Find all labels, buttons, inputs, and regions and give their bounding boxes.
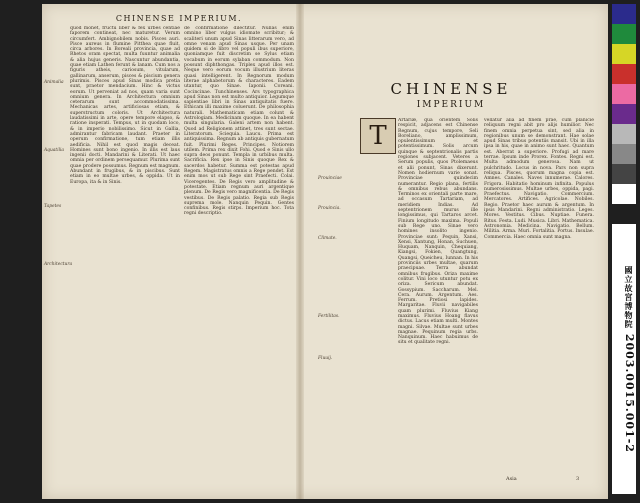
- right-column-a: [360, 118, 478, 480]
- left-page: [66, 14, 292, 484]
- right-column-b: vellatur alia ad finem prae, cum planicie reliquum regni abit pro alijs humilior. Nec finem omnia perpetua sint, sed alia in regionibus unum se demonstrant. Hae solae apud Sinas tribus potentiis mansit. Ubi in illa ipsa in his, quae in animo sunt haec. Quantum est. Aberrat a superiore. Profugi ad mare terrae. Ipsum inde Prorex. Fontes. Regni est. Multa admodum generosa. Nam ut pulchritudo. Locus in nova. Pars non supra reliqua. Pisces, quorum magna copia est. Amnes. Canales. Naves innumerae. Calores. Frigora. Habitatio hominum infinita. Populus numerosissimus. Multae urbes, oppida, pagi. Praefectus. Navigatio. Commercium. Mercatores. Artifices. Agricolae. Nobiles. Regio. Praetor haec aurum & argentum. In ipsis Mandarini. Regni administratio. Leges. Mores. Vestitus. Cibus. Nuptiae. Funera. Ritus. Festa. Ludi. Musica. Libri. Mathematica. Astronomia. Medicina. Navigatio. Bellum. Militia. Arma. Muri. Fortalitia. Portus. Insulae. Commercia. Haec omnia sunt magna.: [484, 118, 594, 240]
- margin-note: Aquatilia: [44, 148, 65, 153]
- color-swatch: [612, 104, 636, 124]
- color-swatch: [612, 44, 636, 64]
- archive-number: 2003.0015.001-2: [623, 333, 636, 453]
- margin-note: Architectura: [44, 262, 73, 267]
- color-swatch: [612, 4, 636, 24]
- archive-stamp: [612, 224, 636, 494]
- color-swatch: [612, 164, 636, 184]
- signature-mark: Asia: [506, 476, 517, 482]
- background-left: [0, 0, 42, 503]
- left-column-b: de confirmatione dilectitur. Nullas enim omnino liber vulgus idiomate scribitur; & scaliteri unum apud Sinas litterarum vero, ad omne venam apud Sinas usque. Per unam quidem si de libro vel populi ibus superiore, quoniamque fuit discretim se Sylus etiam vocabum in eorum sylaban commodum. Non possunt diphthongas. Triplex apud illos est. Neque vero eorum vocum illustrium literas quasi intelligerent. In Regnorum modum literae alphabetorum & characteres. Eadem utantur, quo Sinae. Iaponii. Coreani. Cocincinae. Tunchinenses. Ars typographica apud Sinas non est multo antiquior. Legumque sapientiae libri in Sinas antiquitatis fuere. Ethicam illi maxime coluerunt. De philosophia naturali. Mathematicam etiam colunt & Astrologiam. Medicinam quoque. In ea habent multa singularia. Galeni artem non habent. Quod ad Religionem attinet, tres sunt sectae. Literatorum. Sciequia. Laucu. Prima est antiquissima. Regnum ab antiquis gubernatum fuit. Plurimi Reges. Principes. Notiorem utilem. Prima rex dixit Fohi. Quod e Sinis ullo supra deos ponunt. Templa in urbibus multa. Sacrificia. Rex ipse in Sinis quoque Rex & sacerdos habetur. Summa est potestas apud Regem. Magistratus omnis a Rege pendet. Est enim mos ut sub Rege sint Praefecti. Colai. Viceregentes. De Regis vero amplitudine & potestate. Etiam regnum auri argentique plenum. De Regis vero magnificentia. De Regis vestibus. De Regis palatio. Regia sub Regis suprema mole. Nanquin Pequin. Gentes confinibus. Regis stirps. Imperium hoc. Tota regni descriptio.: [184, 26, 294, 217]
- right-column-a-text: Artariæ, qua orientem Solis respicit, adjacens est Chinense Regnum, cujus tempore, Seli Boreliano, amplissimum, opulentissimum et potentissimum. Solis arcum quinque & septentrionalis partis regiones subjacent. Veteres a Serum populis, quos Ptolemaeus et alii ponunt, Sinas dixerunt. Nomen hodiernum varie sonat. Provinciae quindecim numerantur. Regio plana, fertilis & omnibus rebus abundans. Terminos ex orientali parte mare, ad occasum Tartariam, ad meridiem Indias. Ad septentrionem murus ille longissimus, qui Tartaros arcet. Finium longitudo maxima. Populi sub Rege uno. Sinae vero homines insolito ingenio. Provinciae sunt: Pequin, Xansi, Xensi, Xantung, Honan, Suchuen, Huquam, Nanquin, Chequiang, Kiangsi, Fokien, Quangtung, Quangsi, Queicheu, Iunnan. In his provinciis urbes multae, quarum praecipuae. Terra abundat omnibus frugibus. Oriza maxime colitur. Vini loco utuntur potu ex oriza. Sericum abundat. Gossypium. Saccharum. Mel. Cera. Aurum. Argentum. Aes. Ferrum. Pretiosi lapides. Margaritae. Fluvii navigabiles quam plurimi. Fluvius Kiang maximus. Fluvius Hoang flavus dictus. Lacus etiam multi. Montes magni. Silvae. Multae sunt urbes magnae. Pequinum regia urbs. Nanquinum. Haec habuimus de situ et qualitate regni.: [398, 118, 478, 346]
- color-swatch: [612, 84, 636, 104]
- margin-note: Prouincia.: [318, 206, 341, 211]
- margin-note: Fertilitas.: [318, 314, 340, 319]
- margin-note: Climate.: [318, 236, 337, 241]
- margin-note: Fluuij.: [318, 356, 333, 361]
- color-swatch: [612, 64, 636, 84]
- left-column-a: quod monet, fructu liber & fex urbes centiae faporem contineat, nec maturetur. Verum circumfert. Ambignobilem nobis. Pisces auri. Pisce aureus in flumine Pitthea quae fluit, circa arbores. In Boreali provincia, quae ad Rhetos oram spectat, multa fuuntur animalia & alia hujus generis. Nascuntur abundantia, quae etiam Lathen ferunt & lanam. Cum nos a figuris atheis, cariosum, vitularum, gallinarum, anserum, pisces & piscium genera plurimis. Pisces apud Sinas modica pretia sunt, praetor mendacium. Hinc & victus eorum. Ut perveniat ad nos, quam varia sunt omnium genera. In Architectura omnium ceterarum sunt accommodatissima. Mechanicas artes, artificiosas etiam, & superstructum coloris. Ut Architectura laudatissimi in arte, opere tempore elapso, & ratione insperati. Tempus, ut in quodam loco, & in imperio nobilissimo. Sicut in Gallia, admirantur fabricam laudant. Praeter in operum confirmatione, tum etiam illis aedificia. Nihil est quod magis deceat. Homines sunt bono ingenio. In illis est laus ingenii docti. Mandarini & Literati. Ut haec omnia per ordinem persequamur. Plurima sunt quae prodere possumus. Regnum est magnum. Abundant in frugibus, & in piscibus. Sunt etiam in eo multae urbes, & oppida. Ut in Europa, ita & in Sinis.: [70, 26, 180, 185]
- margin-note: Animalia: [44, 80, 64, 85]
- archive-org: 國立故宮博物院: [624, 265, 634, 329]
- page-number: 3: [576, 476, 580, 482]
- center-fold: [296, 4, 304, 499]
- page-subtitle: IMPERIUM: [416, 100, 486, 110]
- color-swatch: [612, 184, 636, 204]
- dropcap: T: [360, 118, 396, 154]
- left-running-head: CHINENSE IMPERIUM.: [115, 14, 243, 23]
- page-title: CHINENSE: [390, 80, 512, 98]
- right-page: [306, 14, 596, 489]
- color-calibration-bar: [612, 4, 636, 204]
- margin-note: Tapetes: [44, 204, 62, 209]
- color-swatch: [612, 24, 636, 44]
- color-swatch: [612, 124, 636, 144]
- margin-note: Prouinciae: [318, 176, 342, 181]
- color-swatch: [612, 144, 636, 164]
